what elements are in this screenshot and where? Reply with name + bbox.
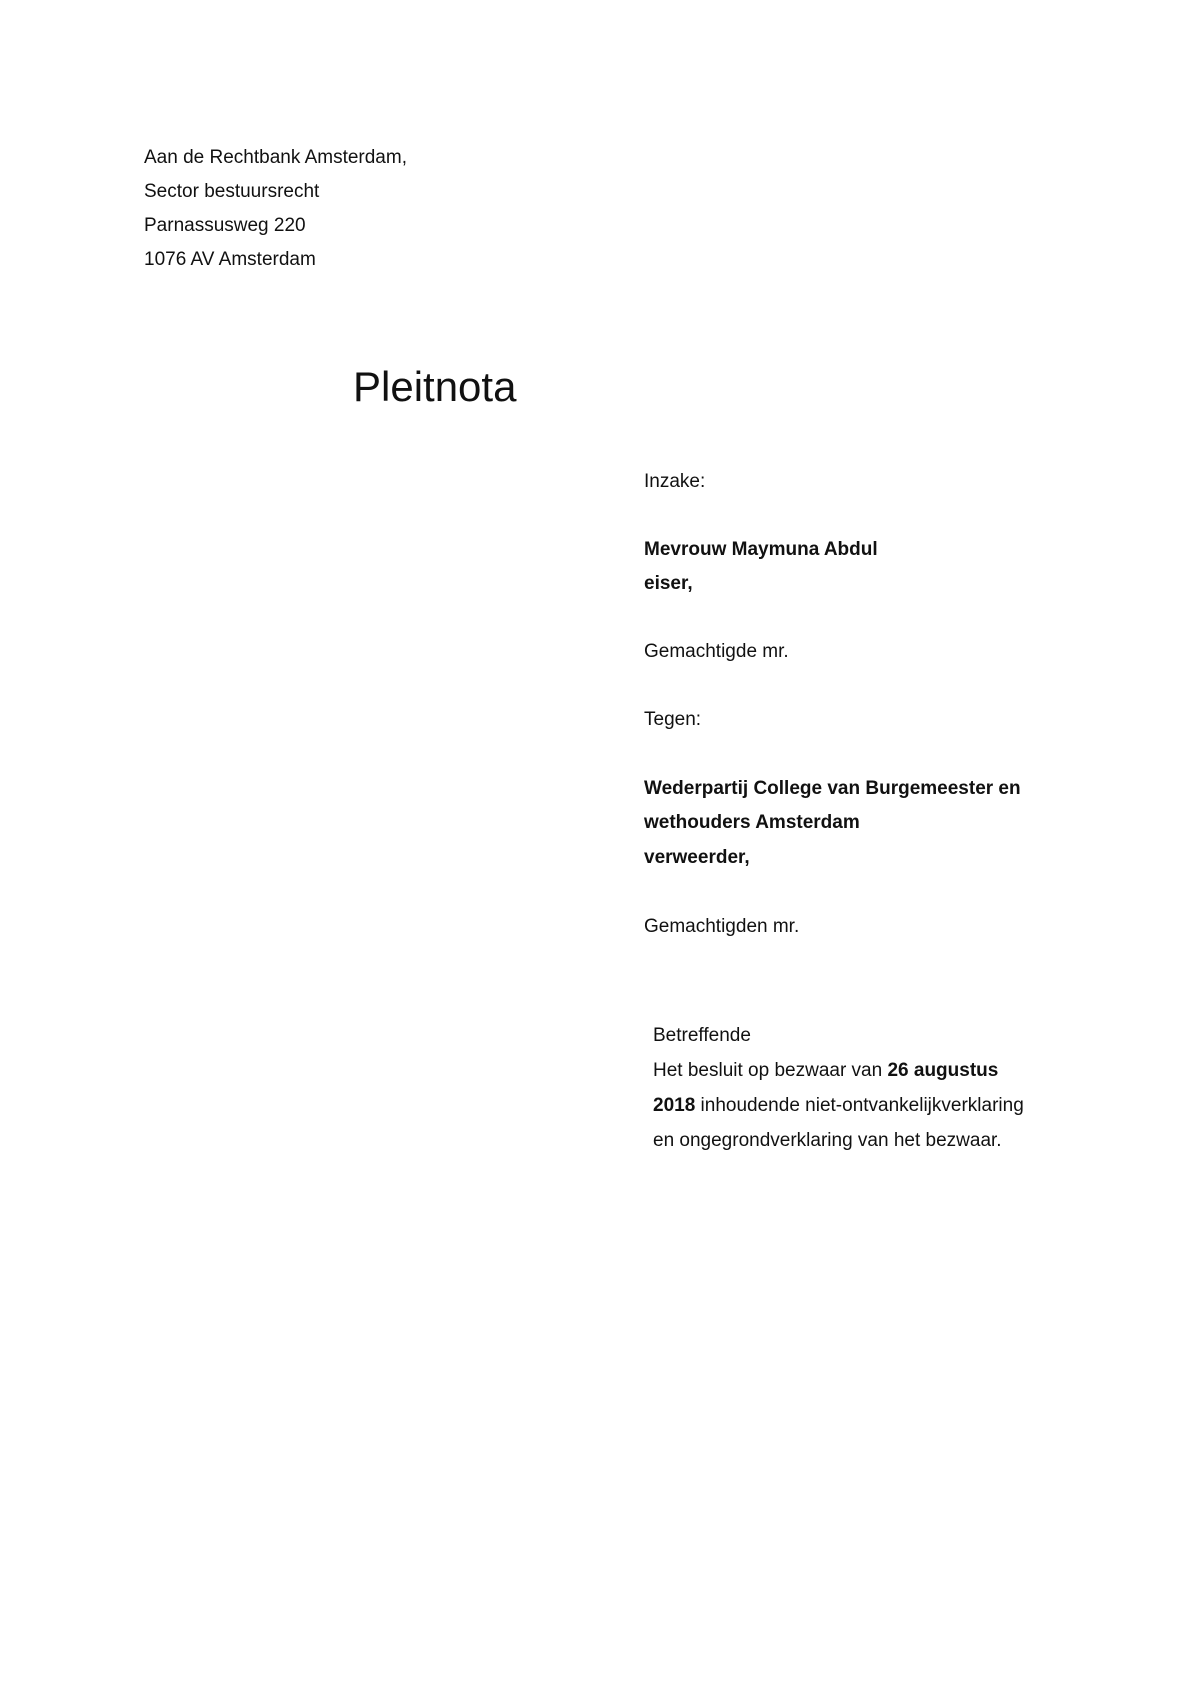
address-line-street: Parnassusweg 220 <box>144 215 306 236</box>
claimant-name: Mevrouw Maymuna Abdul <box>644 539 878 560</box>
betreffende-line-1-text: Het besluit op bezwaar van <box>653 1060 888 1081</box>
betreffende-line-2-text: inhoudende niet-ontvankelijkverklaring <box>695 1095 1024 1116</box>
inzake-label: Inzake: <box>644 471 706 492</box>
claimant-representative: Gemachtigde mr. <box>644 641 789 662</box>
betreffende-line-3: en ongegrondverklaring van het bezwaar. <box>653 1130 1002 1151</box>
claimant-role: eiser, <box>644 573 693 594</box>
address-line-court: Aan de Rechtbank Amsterdam, <box>144 147 407 168</box>
defendant-line-2: wethouders Amsterdam <box>644 812 860 833</box>
betreffende-date-part-1: 26 augustus <box>887 1060 999 1081</box>
defendant-representative: Gemachtigden mr. <box>644 916 800 937</box>
defendant-line-1: Wederpartij College van Burgemeester en <box>644 778 1021 799</box>
document-title: Pleitnota <box>353 363 517 410</box>
betreffende-line-2 <box>653 1094 1024 1118</box>
address-line-postal: 1076 AV Amsterdam <box>144 249 316 270</box>
address-line-sector: Sector bestuursrecht <box>144 181 320 202</box>
betreffende-heading: Betreffende <box>653 1025 751 1046</box>
defendant-role: verweerder, <box>644 847 750 868</box>
tegen-label: Tegen: <box>644 709 702 730</box>
betreffende-date-part-2: 2018 <box>653 1095 696 1116</box>
betreffende-line-1 <box>653 1059 998 1083</box>
